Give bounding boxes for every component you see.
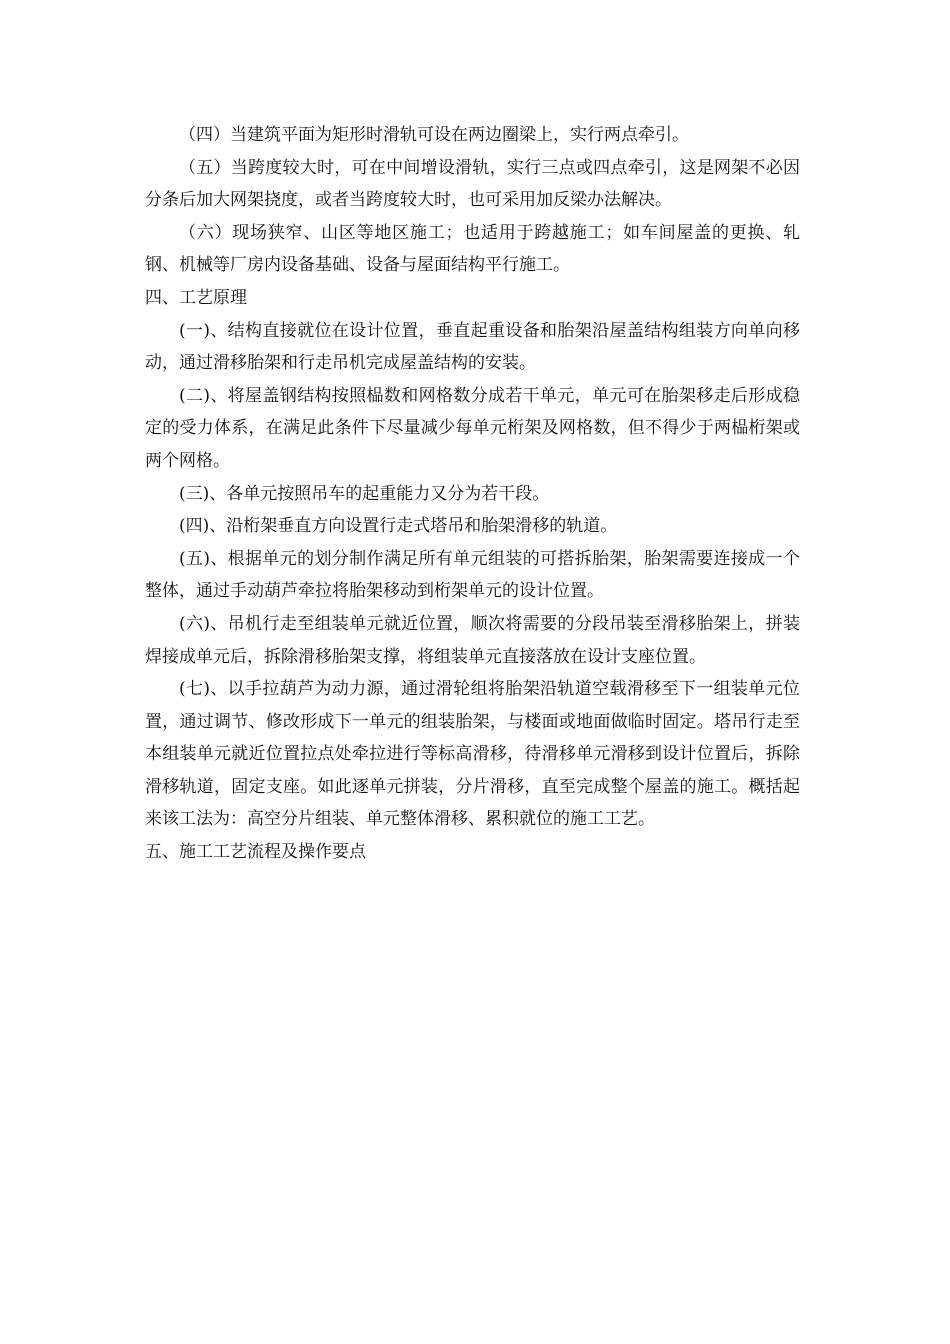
paragraph-4: （四）当建筑平面为矩形时滑轨可设在两边圈梁上，实行两点牵引。: [179, 125, 689, 145]
section-heading-5: 五、施工工艺流程及操作要点: [145, 842, 366, 863]
document-page: [145, 119, 800, 869]
principle-1: (一)、结构直接就位在设计位置，垂直起重设备和胎架沿屋盖结构组装方向单向移动，通过滑移胎架和行走吊机完成屋盖结构的安装。: [145, 320, 800, 374]
principle-7: (七)、以手拉葫芦为动力源，通过滑轮组将胎架沿轨道空载滑移至下一组装单元位置，通过调节、修改形成下一单元的组装胎架，与楼面或地面做临时固定。塔吊行走至本组装单元就近位置拉点处牵拉进行等标高滑移，待滑移单元滑移到设计位置后，拆除滑移轨道，固定支座。如此逐单元拼装，分片滑移，直至完成整个屋盖的施工。概括起来该工法为：高空分片组装、单元整体滑移、累积就位的施工工艺。: [145, 679, 800, 830]
paragraph-6: （六）现场狭窄、山区等地区施工；也适用于跨越施工；如车间屋盖的更换、轧钢、机械等厂房内设备基础、设备与屋面结构平行施工。: [145, 222, 800, 276]
principle-4: (四)、沿桁架垂直方向设置行走式塔吊和胎架滑移的轨道。: [179, 516, 618, 537]
principle-6: (六)、吊机行走至组装单元就近位置，顺次将需要的分段吊装至滑移胎架上，拼装焊接成单元后，拆除滑移胎架支撑，将组装单元直接落放在设计支座位置。: [145, 613, 800, 667]
principle-5: (五)、根据单元的划分制作满足所有单元组装的可搭拆胎架，胎架需要连接成一个整体，通过手动葫芦牵拉将胎架移动到桁架单元的设计位置。: [145, 548, 800, 602]
section-heading-4: 四、工艺原理: [145, 287, 247, 308]
paragraph-5: （五）当跨度较大时，可在中间增设滑轨，实行三点或四点牵引，这是网架不必因分条后加大网架挠度，或者当跨度较大时，也可采用加反梁办法解决。: [145, 157, 800, 211]
principle-3: (三)、各单元按照吊车的起重能力又分为若干段。: [179, 483, 550, 504]
principle-2: (二)、将屋盖钢结构按照榀数和网格数分成若干单元，单元可在胎架移走后形成稳定的受力体系，在满足此条件下尽量减少每单元桁架及网格数，但不得少于两榀桁架或两个网格。: [145, 385, 800, 471]
